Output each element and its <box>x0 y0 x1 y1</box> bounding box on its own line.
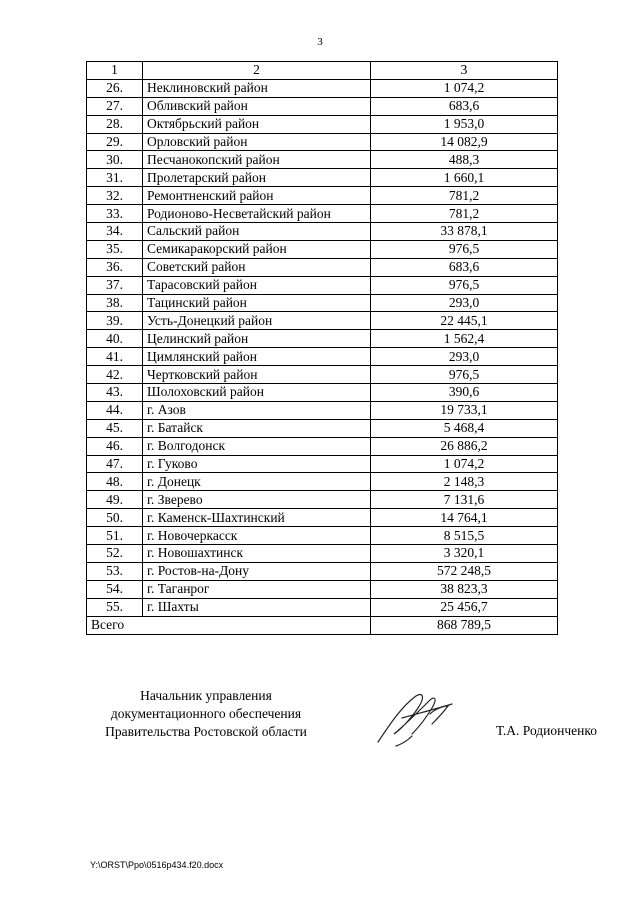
table-row <box>87 276 558 294</box>
row-number: 42. <box>87 366 143 384</box>
file-path: Y:\ORST\Ppo\0516p434.f20.docx <box>90 860 224 870</box>
table-row <box>87 527 558 545</box>
table-row <box>87 580 558 598</box>
row-value: 1 953,0 <box>371 115 558 133</box>
row-number: 32. <box>87 187 143 205</box>
row-number: 35. <box>87 240 143 258</box>
row-name: г. Зверево <box>143 491 371 509</box>
row-value: 976,5 <box>371 240 558 258</box>
table-row <box>87 366 558 384</box>
row-value: 14 764,1 <box>371 509 558 527</box>
row-name: Орловский район <box>143 133 371 151</box>
row-value: 1 660,1 <box>371 169 558 187</box>
table-row <box>87 79 558 97</box>
signature-title-line: документационного обеспечения <box>110 706 302 721</box>
row-number: 44. <box>87 401 143 419</box>
row-name: Целинский район <box>143 330 371 348</box>
header-col-name: 2 <box>143 62 371 80</box>
row-value: 390,6 <box>371 384 558 402</box>
allocation-table <box>86 61 558 635</box>
row-number: 37. <box>87 276 143 294</box>
row-number: 49. <box>87 491 143 509</box>
table-row <box>87 491 558 509</box>
row-number: 54. <box>87 580 143 598</box>
row-number: 31. <box>87 169 143 187</box>
signature-title-line: Начальник управления <box>140 688 272 703</box>
row-value: 8 515,5 <box>371 527 558 545</box>
row-value: 25 456,7 <box>371 598 558 616</box>
row-name: г. Гуково <box>143 455 371 473</box>
row-number: 26. <box>87 79 143 97</box>
table-row <box>87 545 558 563</box>
row-number: 48. <box>87 473 143 491</box>
row-name: г. Шахты <box>143 598 371 616</box>
row-value: 976,5 <box>371 366 558 384</box>
row-value: 1 074,2 <box>371 79 558 97</box>
row-value: 293,0 <box>371 348 558 366</box>
table-row <box>87 205 558 223</box>
row-number: 50. <box>87 509 143 527</box>
table-row <box>87 419 558 437</box>
row-name: Неклиновский район <box>143 79 371 97</box>
row-name: Тацинский район <box>143 294 371 312</box>
header-col-number: 1 <box>87 62 143 80</box>
row-number: 34. <box>87 223 143 241</box>
row-name: г. Ростов-на-Дону <box>143 562 371 580</box>
row-name: г. Батайск <box>143 419 371 437</box>
table-row <box>87 133 558 151</box>
row-number: 41. <box>87 348 143 366</box>
table-row <box>87 169 558 187</box>
row-number: 33. <box>87 205 143 223</box>
table-row <box>87 151 558 169</box>
row-name: Обливский район <box>143 97 371 115</box>
table-row <box>87 455 558 473</box>
row-value: 781,2 <box>371 187 558 205</box>
row-number: 36. <box>87 258 143 276</box>
row-value: 683,6 <box>371 258 558 276</box>
page-number: 3 <box>317 36 323 48</box>
total-label: Всего <box>87 616 371 634</box>
table-row <box>87 187 558 205</box>
row-number: 47. <box>87 455 143 473</box>
row-name: Ремонтненский район <box>143 187 371 205</box>
table-row <box>87 598 558 616</box>
row-name: Шолоховский район <box>143 384 371 402</box>
row-name: Цимлянский район <box>143 348 371 366</box>
table-row <box>87 330 558 348</box>
table-row <box>87 437 558 455</box>
row-name: Советский район <box>143 258 371 276</box>
row-name: г. Каменск-Шахтинский <box>143 509 371 527</box>
table-row <box>87 312 558 330</box>
row-value: 488,3 <box>371 151 558 169</box>
signer-name: Т.А. Родионченко <box>496 723 597 738</box>
row-name: Пролетарский район <box>143 169 371 187</box>
row-value: 38 823,3 <box>371 580 558 598</box>
total-row <box>87 616 558 634</box>
row-number: 43. <box>87 384 143 402</box>
row-name: Сальский район <box>143 223 371 241</box>
row-name: г. Азов <box>143 401 371 419</box>
row-name: Тарасовский район <box>143 276 371 294</box>
row-value: 26 886,2 <box>371 437 558 455</box>
row-value: 14 082,9 <box>371 133 558 151</box>
row-number: 51. <box>87 527 143 545</box>
table-row <box>87 240 558 258</box>
row-number: 30. <box>87 151 143 169</box>
row-number: 28. <box>87 115 143 133</box>
row-value: 3 320,1 <box>371 545 558 563</box>
row-number: 55. <box>87 598 143 616</box>
row-name: Октябрьский район <box>143 115 371 133</box>
row-name: г. Донецк <box>143 473 371 491</box>
row-number: 46. <box>87 437 143 455</box>
table-row <box>87 294 558 312</box>
row-name: Усть-Донецкий район <box>143 312 371 330</box>
signature-title-block <box>90 687 322 741</box>
row-value: 683,6 <box>371 97 558 115</box>
row-value: 5 468,4 <box>371 419 558 437</box>
row-name: Семикаракорский район <box>143 240 371 258</box>
row-number: 53. <box>87 562 143 580</box>
row-name: г. Таганрог <box>143 580 371 598</box>
row-name: г. Волгодонск <box>143 437 371 455</box>
row-value: 7 131,6 <box>371 491 558 509</box>
row-value: 19 733,1 <box>371 401 558 419</box>
row-value: 33 878,1 <box>371 223 558 241</box>
row-value: 22 445,1 <box>371 312 558 330</box>
row-name: г. Новочеркасск <box>143 527 371 545</box>
table-row <box>87 348 558 366</box>
row-name: г. Новошахтинск <box>143 545 371 563</box>
row-value: 2 148,3 <box>371 473 558 491</box>
row-value: 1 074,2 <box>371 455 558 473</box>
table-row <box>87 97 558 115</box>
table-row <box>87 562 558 580</box>
table-row <box>87 384 558 402</box>
row-number: 38. <box>87 294 143 312</box>
row-number: 45. <box>87 419 143 437</box>
table-row <box>87 258 558 276</box>
row-name: Чертковский район <box>143 366 371 384</box>
row-value: 293,0 <box>371 294 558 312</box>
row-number: 40. <box>87 330 143 348</box>
row-value: 572 248,5 <box>371 562 558 580</box>
row-number: 27. <box>87 97 143 115</box>
row-name: Родионово-Несветайский район <box>143 205 371 223</box>
table-row <box>87 223 558 241</box>
row-value: 976,5 <box>371 276 558 294</box>
table-row <box>87 401 558 419</box>
table-row <box>87 115 558 133</box>
signature-title-line: Правительства Ростовской области <box>105 724 307 739</box>
row-name: Песчанокопский район <box>143 151 371 169</box>
header-col-value: 3 <box>371 62 558 80</box>
row-value: 781,2 <box>371 205 558 223</box>
row-value: 1 562,4 <box>371 330 558 348</box>
handwritten-signature <box>372 684 464 754</box>
row-number: 52. <box>87 545 143 563</box>
table-header-row <box>87 62 558 80</box>
total-value: 868 789,5 <box>371 616 558 634</box>
table-row <box>87 473 558 491</box>
row-number: 29. <box>87 133 143 151</box>
table-row <box>87 509 558 527</box>
row-number: 39. <box>87 312 143 330</box>
